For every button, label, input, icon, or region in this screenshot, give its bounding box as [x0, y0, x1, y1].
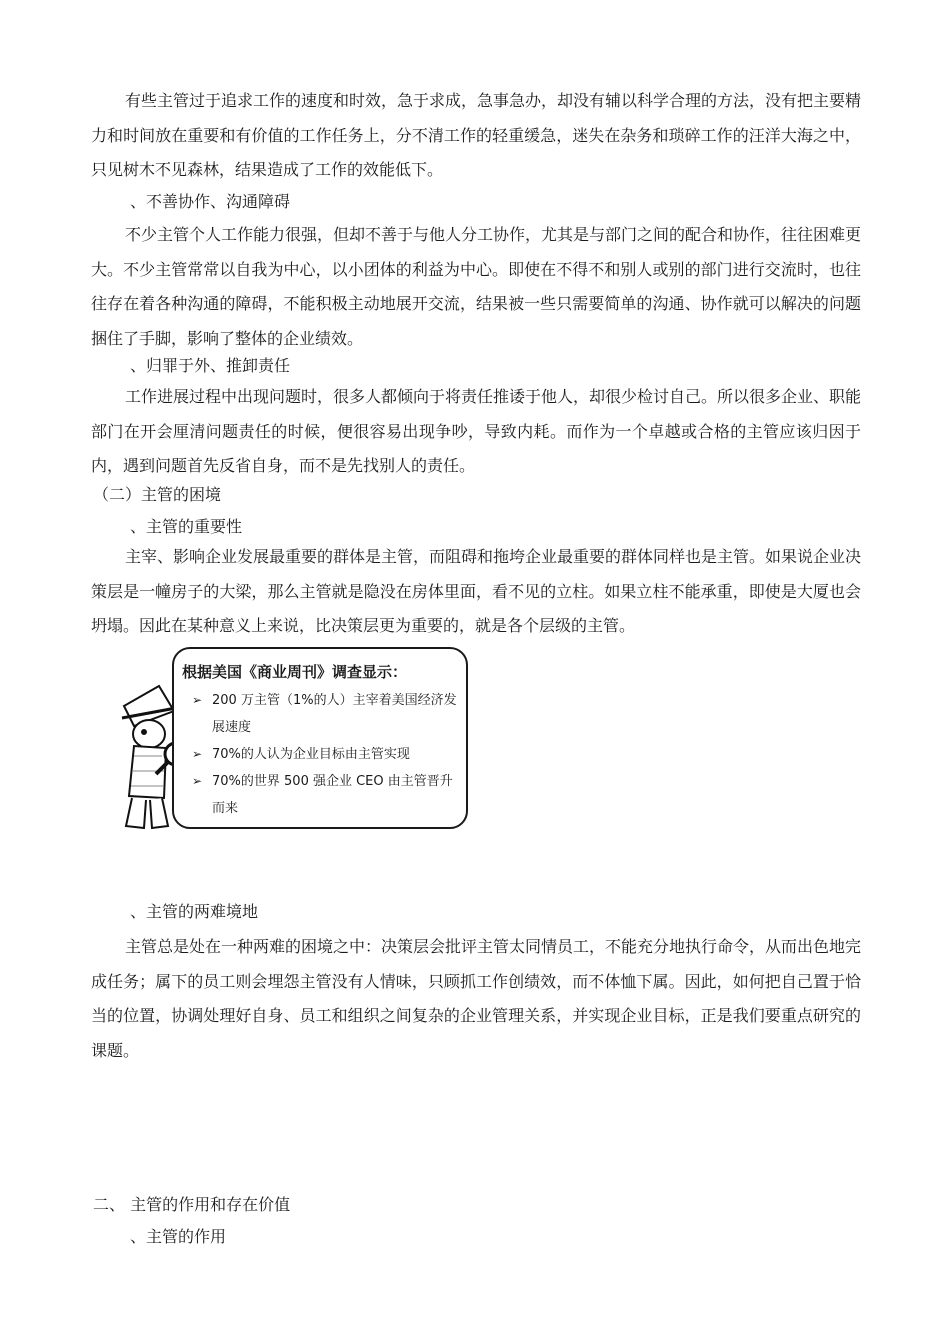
callout-list	[192, 687, 460, 822]
subheading-cooperation: 、不善协作、沟通障碍	[130, 192, 291, 211]
section-heading-dilemma: （二）主管的困境	[93, 485, 222, 504]
callout-item-text: 70%的人认为企业目标由主管实现	[212, 747, 410, 762]
callout-item-text: 70%的世界 500 强企业 CEO 由主管晋升而来	[212, 774, 453, 816]
paragraph-two-hard: 主管总是处在一种两难的困境之中：决策层会批评主管太同情员工，不能充分地执行命令，从而出色地完成任务；属下的员工则会埋怨主管没有人情味，只顾抓工作创绩效，而不体恤下属。因此，如何把自己置于恰当的位置，协调处理好自身、员工和组织之间复杂的企业管理关系，并实现企业目标，正是我们要重点研究的课题。	[91, 937, 862, 1060]
section-heading-role: 二、 主管的作用和存在价值	[93, 1195, 291, 1214]
callout-item	[192, 768, 460, 822]
paragraph-efficiency: 有些主管过于追求工作的速度和时效，急于求成，急事急办，却没有辅以科学合理的方法，没有把主要精力和时间放在重要和有价值的工作任务上，分不清工作的轻重缓急，迷失在杂务和琐碎工作的汪洋大海之中，只见树木不见森林，结果造成了工作的效能低下。	[91, 91, 862, 179]
subheading-blame: 、归罪于外、推卸责任	[130, 356, 291, 375]
survey-callout	[172, 647, 468, 829]
bullet-arrow-icon: ➢	[192, 693, 203, 707]
callout-item-text: 200 万主管（1%的人）主宰着美国经济发展速度	[212, 693, 457, 735]
bullet-arrow-icon: ➢	[192, 774, 203, 788]
callout-title: 根据美国《商业周刊》调查显示：	[182, 663, 408, 681]
paragraph-cooperation: 不少主管个人工作能力很强，但却不善于与他人分工协作，尤其是与部门之间的配合和协作，往往困难更大。不少主管常常以自我为中心，以小团体的利益为中心。即使在不得不和别人或别的部门进行交流时，也往往存在着各种沟通的障碍，不能积极主动地展开交流，结果被一些只需要简单的沟通、协作就可以解决的问题捆住了手脚，影响了整体的企业绩效。	[91, 225, 862, 348]
callout-item	[192, 687, 460, 741]
subheading-role: 、主管的作用	[130, 1227, 227, 1246]
paragraph-importance: 主宰、影响企业发展最重要的群体是主管，而阻碍和拖垮企业最重要的群体同样也是主管。如果说企业决策层是一幢房子的大梁，那么主管就是隐没在房体里面，看不见的立柱。如果立柱不能承重，即使是大厦也会坍塌。因此在某种意义上来说，比决策层更为重要的，就是各个层级的主管。	[91, 547, 862, 635]
paragraph-blame: 工作进展过程中出现问题时，很多人都倾向于将责任推诿于他人，却很少检讨自己。所以很多企业、职能部门在开会厘清问题责任的时候，便很容易出现争吵，导致内耗。而作为一个卓越或合格的主管应该归因于内，遇到问题首先反省自身，而不是先找别人的责任。	[91, 387, 862, 475]
subheading-two-hard: 、主管的两难境地	[130, 902, 259, 921]
callout-item	[192, 741, 460, 768]
subheading-importance: 、主管的重要性	[130, 517, 243, 536]
bullet-arrow-icon: ➢	[192, 747, 203, 761]
